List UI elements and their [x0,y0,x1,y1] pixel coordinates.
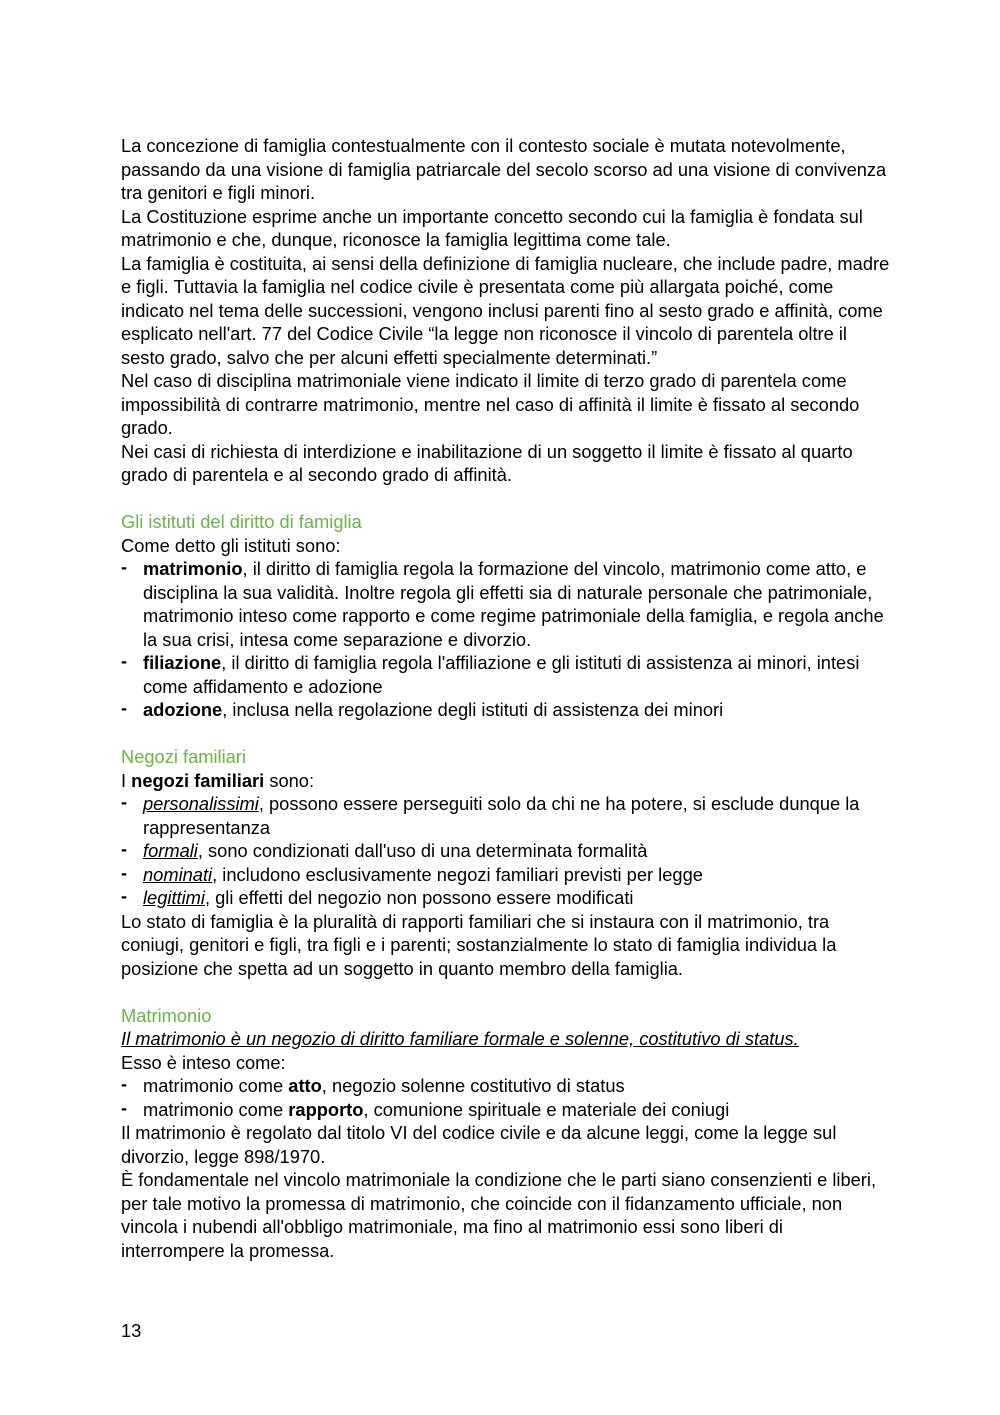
matrimonio-paragraph-1: Il matrimonio è regolato dal titolo VI del codice civile e da alcune leggi, come la legge sul divorzio, legge 898/1970. [121,1122,837,1167]
negozi-lead-post: sono: [264,769,315,791]
spacer [121,980,891,1004]
list-item-text: , il diritto di famiglia regola la formazione del vincolo, matrimonio come atto, e disciplina la sua validità. Inoltre regola gli effetti sia di naturale personale che patrimoniale, matrimonio inteso come rapporto e come regime patrimoniale della famiglia, e regola anche la sua crisi, intesa come separazione e divorzio. [143,558,884,650]
page-number: 13 [121,1320,142,1341]
list-item-term: nominati [143,863,213,885]
spacer [121,722,891,746]
istituti-lead: Come detto gli istituti sono: [121,534,341,556]
list-item-term: formali [143,840,198,861]
list-item [121,839,891,863]
list-item-term: personalissimi [143,793,259,814]
istituti-list [121,557,891,722]
list-item [121,698,891,722]
matrimonio-lead: Esso è inteso come: [121,1051,286,1073]
matrimonio-list [121,1074,891,1121]
list-item-term: rapporto [288,1098,364,1120]
list-item-text: , il diritto di famiglia regola l'affiliazione e gli istituti di assistenza ai minori, intesi come affidamento e adozione [143,652,860,697]
negozi-list [121,792,891,910]
list-item-term: matrimonio [143,558,243,579]
list-item [121,863,891,887]
list-item [121,792,891,839]
matrimonio-paragraph-2: È fondamentale nel vincolo matrimoniale la condizione che le parti siano consenzienti e liberi, per tale motivo la promessa di matrimonio, che coincide con il fidanzamento ufficiale, non vincola i nubendi all'obbligo matrimoniale, ma fino al matrimonio essi sono liberi di interrompere la promessa. [121,1169,877,1261]
section-heading-negozi: Negozi familiari [121,746,246,767]
section-heading-istituti: Gli istituti del diritto di famiglia [121,511,362,532]
intro-paragraph-3: La famiglia è costituita, ai sensi della definizione di famiglia nucleare, che include padre, madre e figli. Tuttavia la famiglia nel codice civile è presentata come più allargata poiché, come indicato nel tema delle successioni, vengono inclusi parenti fino al sesto grado e affinità, come esplicato nell'art. 77 del Codice Civile “la legge non riconosce il vincolo di parentela oltre il sesto grado, salvo che per alcuni effetti specialmente determinati.” [121,252,890,368]
intro-paragraph-5: Nei casi di richiesta di interdizione e inabilitazione di un soggetto il limite è fissato al quarto grado di parentela e al secondo grado di affinità. [121,440,853,485]
list-item-pre: matrimonio come [143,1098,289,1120]
section-heading-matrimonio: Matrimonio [121,1004,212,1026]
list-item [121,651,891,698]
negozi-lead-term: negozi familiari [131,769,265,791]
list-item-term: adozione [143,699,223,720]
list-item-text: , gli effetti del negozio non possono essere modificati [204,887,634,908]
list-item-pre: matrimonio come [143,1075,289,1096]
intro-paragraph-1: La concezione di famiglia contestualmente con il contesto sociale è mutata notevolmente, passando da una visione di famiglia patriarcale del secolo scorso ad una visione di convivenza tra genitori e figli minori. [121,135,887,203]
negozi-lead [121,769,891,793]
intro-paragraph-4: Nel caso di disciplina matrimoniale viene indicato il limite di terzo grado di parentela come impossibilità di contrarre matrimonio, mentre nel caso di affinità il limite è fissato al secondo grado. [121,370,860,438]
list-item [121,1074,891,1098]
spacer [121,487,891,511]
list-item-text: , comunione spirituale e materiale dei coniugi [363,1098,730,1120]
list-item-text: , sono condizionati dall'uso di una determinata formalità [197,840,648,861]
negozi-closing: Lo stato di famiglia è la pluralità di rapporti familiari che si instaura con il matrimonio, tra coniugi, genitori e figli, tra figli e i parenti; sostanzialmente lo stato di famiglia individua la posizione che spetta ad un soggetto in quanto membro della famiglia. [121,910,837,979]
list-item [121,1098,891,1122]
negozi-lead-pre: I [121,769,132,791]
list-item-text: , inclusa nella regolazione degli istituti di assistenza dei minori [222,699,724,720]
document-page [121,134,891,1262]
list-item-term: legittimi [143,887,205,908]
list-item-text: , possono essere perseguiti solo da chi ne ha potere, si esclude dunque la rappresentanza [143,793,860,838]
list-item-term: atto [288,1075,322,1096]
list-item [121,886,891,910]
list-item-term: filiazione [143,652,222,673]
list-item-text: , includono esclusivamente negozi familiari previsti per legge [212,863,703,885]
intro-paragraph-2: La Costituzione esprime anche un importante concetto secondo cui la famiglia è fondata sul matrimonio e che, dunque, riconosce la famiglia legittima come tale. [121,205,863,250]
matrimonio-definition: Il matrimonio è un negozio di diritto familiare formale e solenne, costitutivo di status. [121,1028,799,1049]
list-item [121,557,891,651]
list-item-text: , negozio solenne costitutivo di status [321,1075,625,1096]
